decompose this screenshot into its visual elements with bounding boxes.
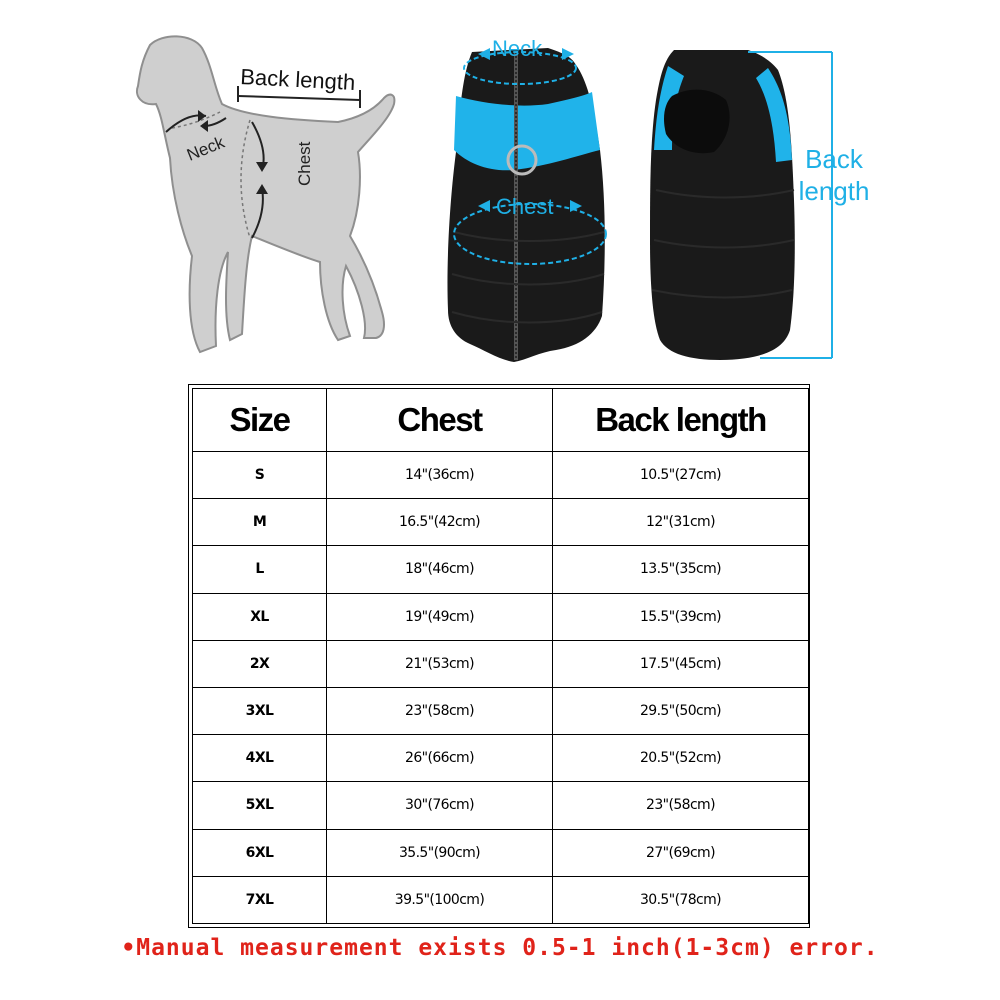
back-length-cell: 15.5"(39cm) (553, 593, 809, 640)
table-row (193, 782, 809, 829)
table-header-row (193, 389, 809, 452)
size-cell: 3XL (193, 687, 327, 734)
chest-cell: 39.5"(100cm) (327, 876, 553, 923)
size-cell: L (193, 546, 327, 593)
dog-back-length-label: Back length (239, 64, 356, 96)
dog-chest-label: Chest (295, 141, 314, 186)
header-size: Size (193, 389, 327, 452)
table-row (193, 640, 809, 687)
size-cell: 7XL (193, 876, 327, 923)
size-cell: 2X (193, 640, 327, 687)
vest-back-length-label-line1: Back (805, 144, 863, 174)
size-cell: XL (193, 593, 327, 640)
dog-neck-label: Neck (184, 132, 228, 165)
measurement-illustrations (0, 0, 1000, 380)
back-length-cell: 29.5"(50cm) (553, 687, 809, 734)
table-row (193, 687, 809, 734)
size-table (192, 388, 809, 924)
chest-cell: 23"(58cm) (327, 687, 553, 734)
chest-cell: 19"(49cm) (327, 593, 553, 640)
vest-back (650, 50, 795, 360)
chest-cell: 35.5"(90cm) (327, 829, 553, 876)
measurement-error-note: •Manual measurement exists 0.5-1 inch(1-3cm) error. (121, 935, 879, 961)
vest-front-neck-label: Neck (492, 36, 543, 61)
size-cell: 6XL (193, 829, 327, 876)
chest-cell: 16.5"(42cm) (327, 499, 553, 546)
table-row (193, 499, 809, 546)
table-row (193, 452, 809, 499)
vest-front-chest-label: Chest (496, 194, 554, 219)
chest-cell: 14"(36cm) (327, 452, 553, 499)
size-cell: 5XL (193, 782, 327, 829)
back-length-cell: 13.5"(35cm) (553, 546, 809, 593)
back-length-cell: 12"(31cm) (553, 499, 809, 546)
vest-back-length-label-line2: length (798, 176, 870, 206)
table-row (193, 876, 809, 923)
table-row (193, 593, 809, 640)
table-body (193, 452, 809, 924)
chest-cell: 21"(53cm) (327, 640, 553, 687)
back-length-cell: 10.5"(27cm) (553, 452, 809, 499)
back-length-cell: 20.5"(52cm) (553, 735, 809, 782)
table-row (193, 735, 809, 782)
chest-cell: 26"(66cm) (327, 735, 553, 782)
table-row (193, 829, 809, 876)
table-row (193, 546, 809, 593)
header-back-length: Back length (553, 389, 809, 452)
chest-cell: 18"(46cm) (327, 546, 553, 593)
header-chest: Chest (327, 389, 553, 452)
back-length-cell: 23"(58cm) (553, 782, 809, 829)
back-length-cell: 17.5"(45cm) (553, 640, 809, 687)
back-length-cell: 27"(69cm) (553, 829, 809, 876)
size-cell: M (193, 499, 327, 546)
size-chart (188, 384, 810, 928)
chest-cell: 30"(76cm) (327, 782, 553, 829)
size-cell: 4XL (193, 735, 327, 782)
back-length-cell: 30.5"(78cm) (553, 876, 809, 923)
size-cell: S (193, 452, 327, 499)
